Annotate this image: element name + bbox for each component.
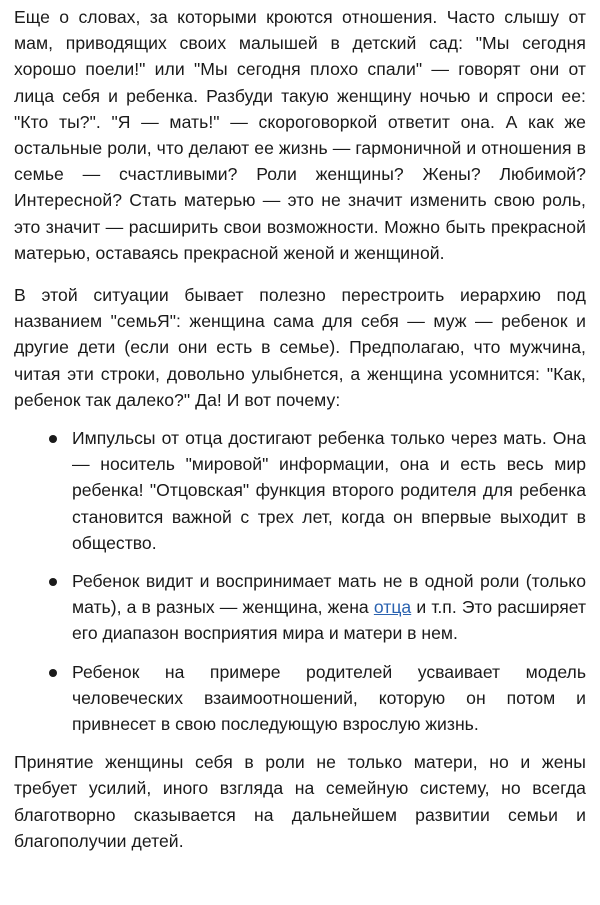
list-item <box>14 425 586 556</box>
paragraph-hierarchy: В этой ситуации бывает полезно перестроить иерархию под названием "семьЯ": женщина сама для себя — муж — ребенок и другие дети (если они есть в семье). Предполагаю, что мужчина, читая эти строки, довольно улыбнется, а женщина усомнится: "Как, ребенок так далеко?" Да! И вот почему: <box>14 285 586 410</box>
father-link[interactable]: отца <box>373 597 412 618</box>
paragraph-intro: Еще о словах, за которыми кроются отношения. Часто слышу от мам, приводящих своих малышей в детский сад: "Мы сегодня хорошо поели!" или "Мы сегодня плохо спали" — говорят они от лица себя и ребенка. Разбуди такую женщину ночью и спроси ее: "Кто ты?". "Я — мать!" — скороговоркой ответит она. А как же остальные роли, что делают ее жизнь — гармоничной и отношения в семье — счастливыми? Роли женщины? Жены? Любимой? Интересной? Стать матерью — это не значит изменить свою роль, это значит — расширить свои возможности. Можно быть прекрасной матерью, оставаясь прекрасной женой и женщиной. <box>14 7 586 263</box>
list-item <box>14 568 586 647</box>
list-item-text: Ребенок на примере родителей усваивает модель человеческих взаимоотношений, которую он потом и привнесет в свою последующую взрослую жизнь. <box>72 661 586 735</box>
bullet-dot-icon <box>49 435 57 443</box>
list-item-text: Импульсы от отца достигают ребенка только через мать. Она — носитель "мировой" информации, она и есть весь мир ребенка! "Отцовская" функция второго родителя для ребенка становится важной с трех лет, когда он впервые выходит в общество. <box>72 428 586 553</box>
list-item <box>14 659 586 738</box>
reasons-list <box>14 425 586 737</box>
list-item-text-after-link: и т.п. Это расширяет его диапазон восприятия мира и матери в нем. <box>72 597 586 644</box>
paragraph-conclusion: Принятие женщины себя в роли не только матери, но и жены требует усилий, иного взгляда на семейную систему, но всегда благотворно сказывается на дальнейшем развитии семьи и благополучии детей. <box>14 752 586 851</box>
bullet-dot-icon <box>49 669 57 677</box>
list-item-text-before-link: Ребенок видит и воспринимает мать не в одной роли (только мать), а в разных — женщина, жена <box>72 571 586 618</box>
bullet-dot-icon <box>49 578 57 586</box>
